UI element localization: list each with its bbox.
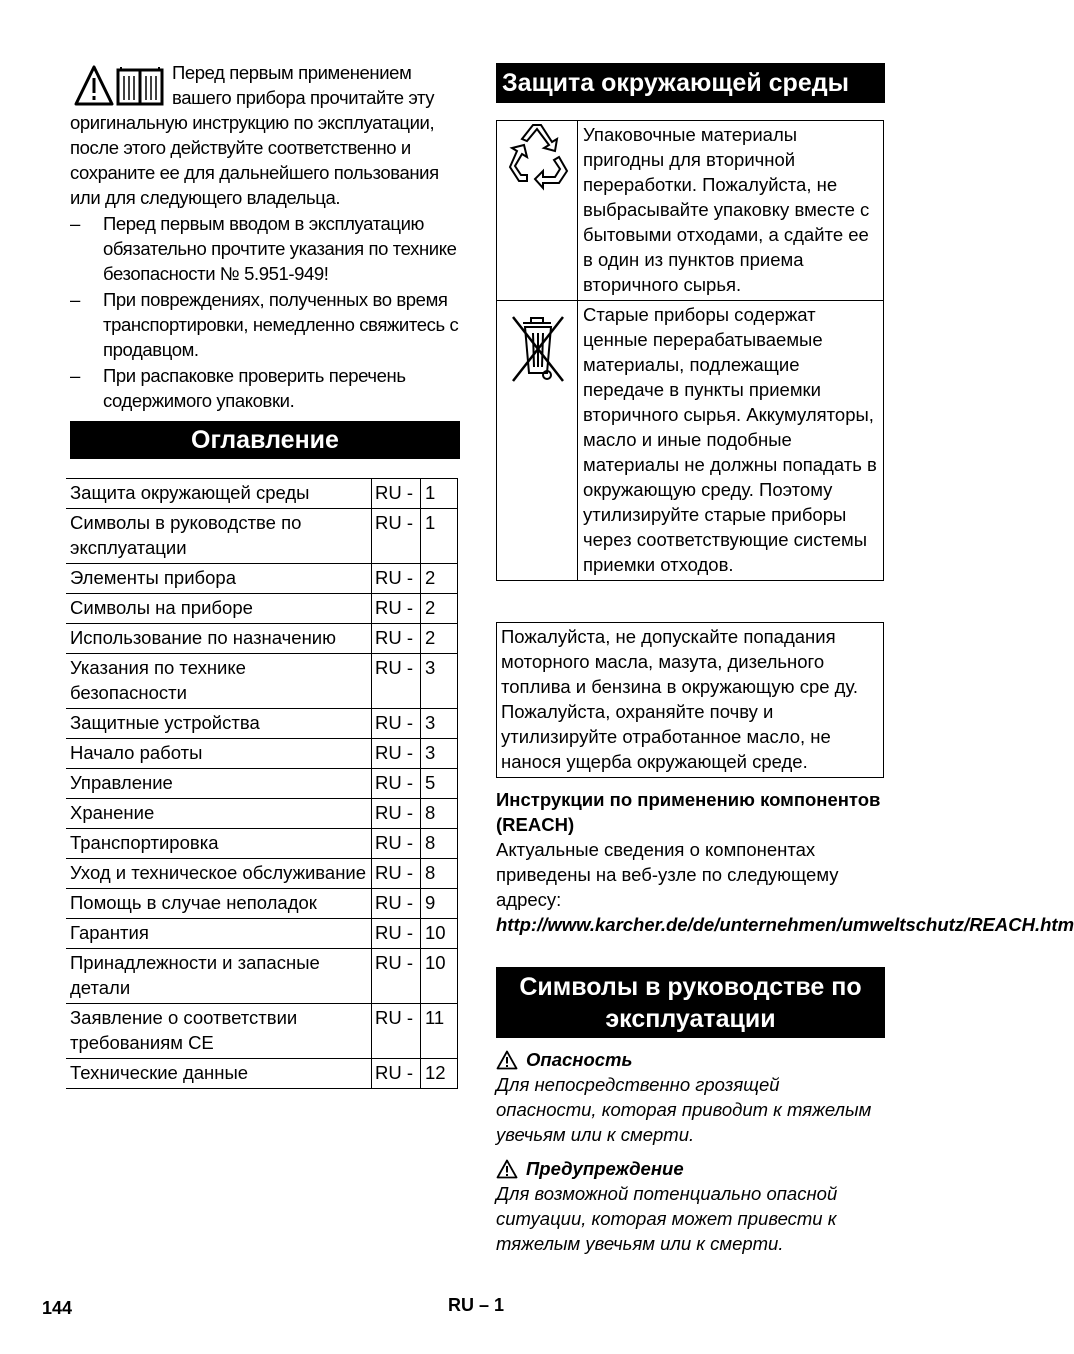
warning-triangle-icon	[496, 1050, 518, 1070]
toc-entry-title: Принадлежности и запасные детали	[66, 949, 372, 1004]
toc-entry-page: 2	[421, 594, 458, 624]
toc-entry-prefix: RU -	[372, 769, 421, 799]
table-row	[66, 654, 458, 709]
reach-heading: Инструкции по применению компонентов (REACH)	[496, 789, 881, 835]
toc-entry-prefix: RU -	[372, 709, 421, 739]
toc-entry-title: Заявление о соответствии требованиям CE	[66, 1004, 372, 1059]
table-row	[66, 769, 458, 799]
intro-section	[70, 60, 460, 413]
intro-paragraph: Перед первым применением вашего прибора прочитайте эту оригинальную инструкцию по эксплуатации, после этого действуйте соответственно и сохраните ее для дальнейшего пользования или для следующего владельца.	[70, 62, 439, 208]
toc-entry-prefix: RU -	[372, 509, 421, 564]
list-item: – При распаковке проверить перечень содержимого упаковки.	[70, 365, 406, 411]
toc-title: Оглавление	[70, 421, 460, 459]
toc-entry-page: 10	[421, 919, 458, 949]
toc-entry-prefix: RU -	[372, 1004, 421, 1059]
table-row	[66, 1004, 458, 1059]
toc-entry-prefix: RU -	[372, 654, 421, 709]
toc-entry-title: Помощь в случае неполадок	[66, 889, 372, 919]
toc-entry-prefix: RU -	[372, 829, 421, 859]
toc-table	[66, 478, 458, 1089]
table-row	[66, 564, 458, 594]
toc-entry-page: 5	[421, 769, 458, 799]
toc-entry-page: 3	[421, 709, 458, 739]
table-row	[66, 829, 458, 859]
table-row	[66, 919, 458, 949]
toc-entry-page: 10	[421, 949, 458, 1004]
reach-section	[496, 787, 1074, 937]
toc-entry-prefix: RU -	[372, 594, 421, 624]
toc-entry-prefix: RU -	[372, 624, 421, 654]
toc-entry-title: Начало работы	[66, 739, 372, 769]
list-item: – Перед первым вводом в эксплуатацию обязательно прочтите указания по технике безопасности № 5.951-949!	[70, 213, 457, 284]
table-row	[66, 859, 458, 889]
toc-entry-prefix: RU -	[372, 919, 421, 949]
warning-manual-icon	[74, 64, 166, 108]
toc-entry-prefix: RU -	[372, 479, 421, 509]
toc-entry-page: 12	[421, 1059, 458, 1089]
list-item: – При повреждениях, полученных во время транспортировки, немедленно свяжитесь с продавцом.	[70, 289, 459, 360]
dash: –	[70, 365, 80, 386]
environment-title: Защита окружающей среды	[496, 63, 885, 103]
toc-entry-title: Защита окружающей среды	[66, 479, 372, 509]
toc-entry-prefix: RU -	[372, 799, 421, 829]
table-row	[66, 594, 458, 624]
toc-entry-page: 9	[421, 889, 458, 919]
toc-entry-page: 3	[421, 739, 458, 769]
toc-entry-page: 2	[421, 624, 458, 654]
danger-label-row	[496, 1047, 885, 1072]
recycle-icon-cell	[497, 121, 578, 301]
table-row	[497, 301, 884, 581]
reach-link[interactable]: http://www.karcher.de/de/unternehmen/umweltschutz/REACH.htm	[496, 914, 1074, 935]
intro-bullets	[70, 211, 460, 413]
dash: –	[70, 289, 80, 310]
toc-entry-title: Указания по технике безопасности	[66, 654, 372, 709]
warning-text: Для возможной потенциально опасной ситуации, которая может привести к тяжелым увечьям или к смерти.	[496, 1183, 838, 1254]
table-row	[66, 739, 458, 769]
table-row	[66, 1059, 458, 1089]
recycle-icon	[497, 121, 577, 191]
toc-entry-title: Символы в руководстве по эксплуатации	[66, 509, 372, 564]
toc-entry-page: 1	[421, 509, 458, 564]
table-row	[66, 709, 458, 739]
toc-entry-prefix: RU -	[372, 889, 421, 919]
warning-triangle-icon	[496, 1159, 518, 1179]
toc-entry-title: Управление	[66, 769, 372, 799]
crossed-bin-icon	[497, 301, 577, 391]
toc-entry-title: Символы на приборе	[66, 594, 372, 624]
table-row	[66, 509, 458, 564]
toc-entry-prefix: RU -	[372, 859, 421, 889]
toc-entry-title: Уход и техническое обслуживание	[66, 859, 372, 889]
toc-entry-title: Хранение	[66, 799, 372, 829]
table-row	[66, 799, 458, 829]
toc-entry-prefix: RU -	[372, 564, 421, 594]
table-row	[66, 949, 458, 1004]
bin-text: Старые приборы содержат ценные перерабатываемые материалы, подлежащие передаче в пункты приемки вторичного сырья. Аккумуляторы, масло и иные подобные материалы не должны попадать в окружающую среду. Поэтому утилизируйте старые приборы через соответствующие системы приемки отходов.	[578, 301, 884, 581]
symbols-section	[496, 1047, 885, 1265]
toc-entry-page: 1	[421, 479, 458, 509]
bin-icon-cell	[497, 301, 578, 581]
toc-entry-page: 3	[421, 654, 458, 709]
symbols-title: Символы в руководстве по эксплуатации	[496, 967, 885, 1038]
table-row	[66, 624, 458, 654]
toc-entry-title: Транспортировка	[66, 829, 372, 859]
page-number: 144	[42, 1298, 73, 1318]
danger-text: Для непосредственно грозящей опасности, которая приводит к тяжелым увечьям или к смерти.	[496, 1074, 872, 1145]
dash: –	[70, 213, 80, 234]
section-page: RU – 1	[448, 1295, 505, 1315]
toc-entry-title: Гарантия	[66, 919, 372, 949]
toc-entry-prefix: RU -	[372, 1059, 421, 1089]
toc-entry-prefix: RU -	[372, 739, 421, 769]
danger-label: Опасность	[526, 1049, 633, 1070]
table-row	[66, 479, 458, 509]
toc-entry-title: Технические данные	[66, 1059, 372, 1089]
toc-entry-page: 8	[421, 799, 458, 829]
table-row	[66, 889, 458, 919]
environment-table	[496, 120, 884, 581]
toc-entry-prefix: RU -	[372, 949, 421, 1004]
toc-entry-page: 8	[421, 829, 458, 859]
toc-entry-page: 2	[421, 564, 458, 594]
environment-notice: Пожалуйста, не допускайте попадания моторного масла, мазута, дизельного топлива и бензина в окружающую сре ду. Пожалуйста, охраняйте почву и утилизируйте отработанное масло, не нанося ущерба окружающей среде.	[496, 622, 884, 778]
reach-text: Актуальные сведения о компонентах приведены на веб-узле по следующему адресу:	[496, 839, 839, 910]
toc-entry-page: 8	[421, 859, 458, 889]
recycle-text: Упаковочные материалы пригодны для вторичной переработки. Пожалуйста, не выбрасывайте упаковку вместе с бытовыми отходами, а сдайте ее в один из пунктов приема вторичного сырья.	[578, 121, 884, 301]
toc-entry-title: Защитные устройства	[66, 709, 372, 739]
toc-entry-title: Использование по назначению	[66, 624, 372, 654]
toc-entry-page: 11	[421, 1004, 458, 1059]
table-row	[497, 121, 884, 301]
toc-entry-title: Элементы прибора	[66, 564, 372, 594]
warning-label: Предупреждение	[526, 1158, 684, 1179]
warning-label-row	[496, 1156, 885, 1181]
